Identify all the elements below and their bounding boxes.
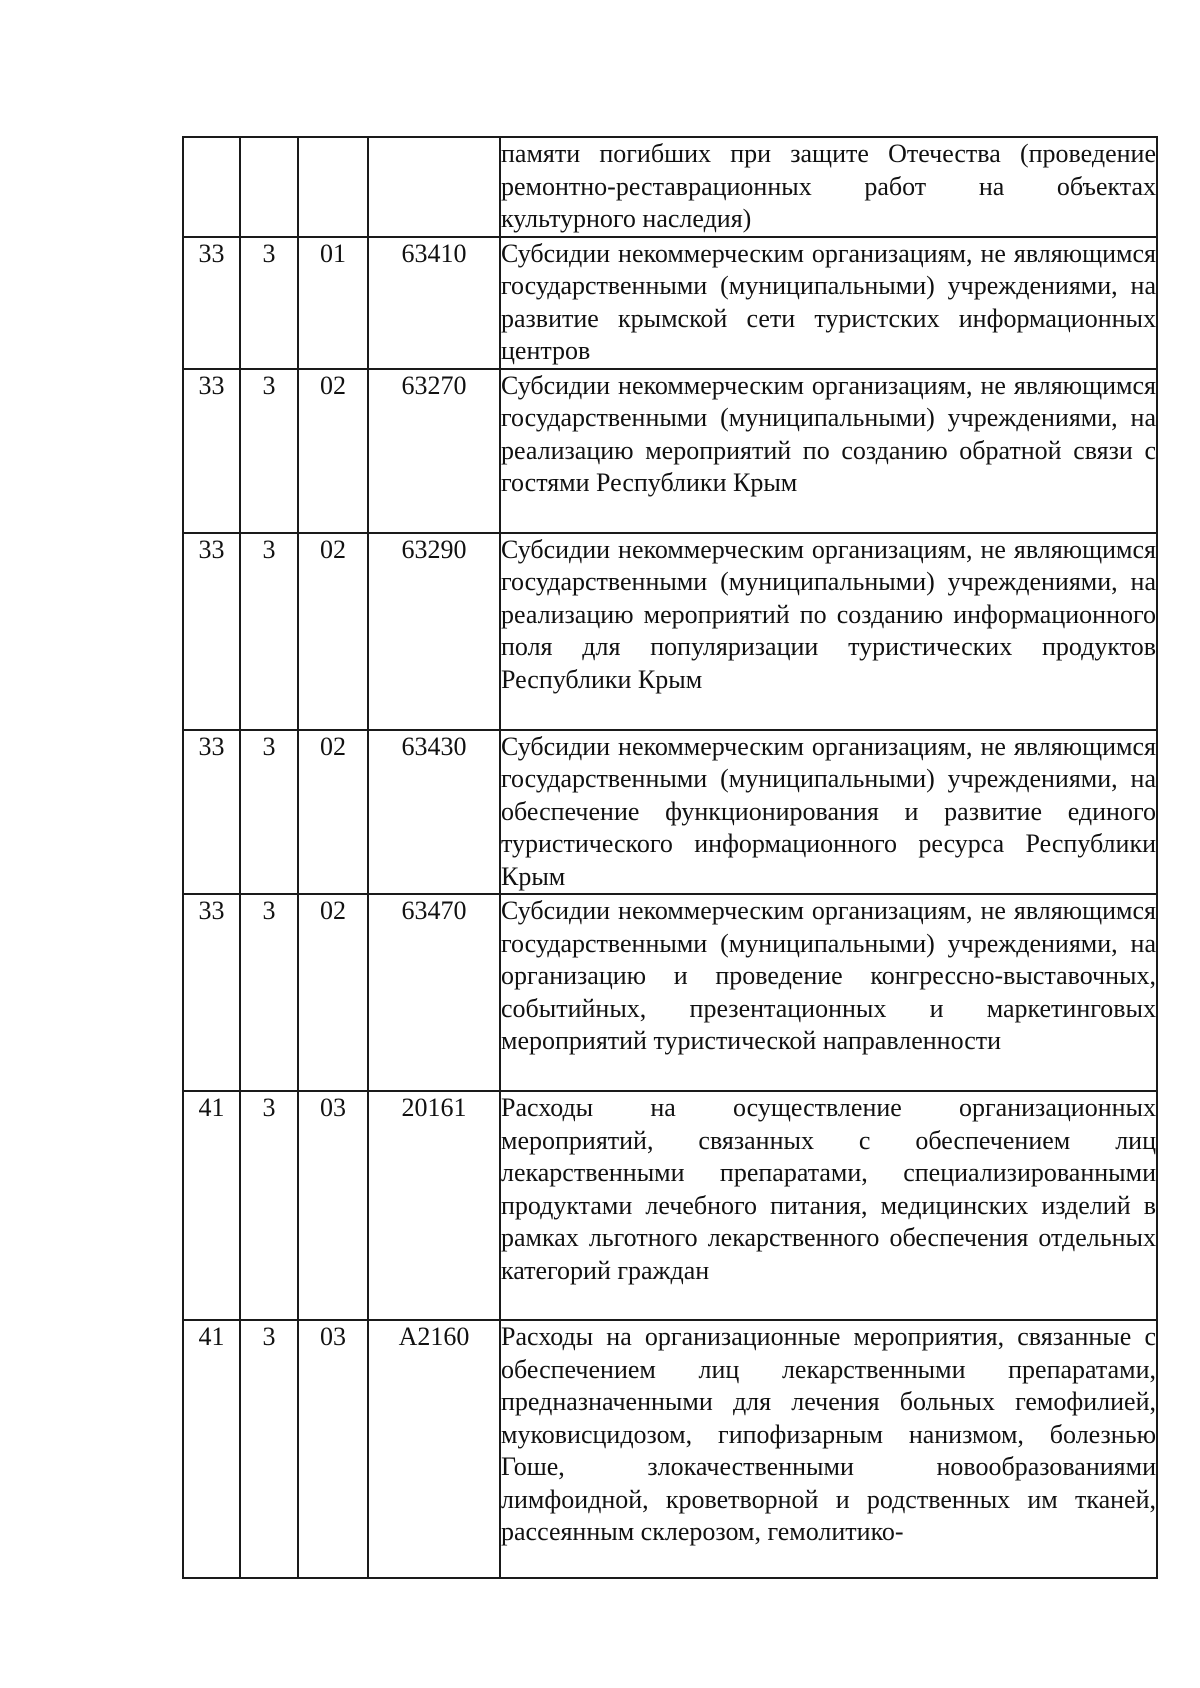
description-cell: Субсидии некоммерческим организациям, не являющимся государственными (муниципальными) учреждениями, на развитие крымской сети туристских информационных центров — [500, 237, 1157, 369]
description-cell: Расходы на организационные мероприятия, связанные с обеспечением лиц лекарственными препаратами, предназначенными для лечения больных гемофилией, муковисцидозом, гипофизарным нанизмом, болезнью Гоше, злокачественными новообразованиями лимфоидной, кроветворной и родственных им тканей, рассеянным склерозом, гемолитико- — [500, 1320, 1157, 1578]
code-cell-4: 63470 — [368, 894, 500, 1091]
code-cell-1: 33 — [183, 730, 240, 895]
code-cell-3: 03 — [298, 1320, 368, 1578]
code-cell-1: 41 — [183, 1320, 240, 1578]
table-row — [183, 1091, 1157, 1320]
table-row — [183, 1320, 1157, 1578]
code-cell-2: 3 — [240, 237, 298, 369]
code-cell-3: 02 — [298, 369, 368, 533]
code-cell-4 — [368, 137, 500, 237]
table-row — [183, 369, 1157, 533]
code-cell-2: 3 — [240, 894, 298, 1091]
code-cell-3: 03 — [298, 1091, 368, 1320]
code-cell-4: 20161 — [368, 1091, 500, 1320]
code-cell-1: 33 — [183, 369, 240, 533]
code-cell-3 — [298, 137, 368, 237]
description-cell: памяти погибших при защите Отечества (проведение ремонтно-реставрационных работ на объектах культурного наследия) — [500, 137, 1157, 237]
table-row — [183, 137, 1157, 237]
code-cell-2 — [240, 137, 298, 237]
description-cell: Субсидии некоммерческим организациям, не являющимся государственными (муниципальными) учреждениями, на организацию и проведение конгрессно-выставочных, событийных, презентационных и маркетинговых мероприятий туристической направленности — [500, 894, 1157, 1091]
code-cell-4: 63410 — [368, 237, 500, 369]
description-cell: Субсидии некоммерческим организациям, не являющимся государственными (муниципальными) учреждениями, на реализацию мероприятий по созданию обратной связи с гостями Республики Крым — [500, 369, 1157, 533]
code-cell-2: 3 — [240, 1091, 298, 1320]
budget-code-table — [182, 136, 1158, 1579]
code-cell-2: 3 — [240, 533, 298, 730]
description-cell: Субсидии некоммерческим организациям, не являющимся государственными (муниципальными) учреждениями, на реализацию мероприятий по созданию информационного поля для популяризации туристических продуктов Республики Крым — [500, 533, 1157, 730]
code-cell-3: 02 — [298, 730, 368, 895]
code-cell-4: 63430 — [368, 730, 500, 895]
code-cell-3: 02 — [298, 533, 368, 730]
code-cell-2: 3 — [240, 369, 298, 533]
code-cell-1 — [183, 137, 240, 237]
code-cell-4: 63270 — [368, 369, 500, 533]
code-cell-4: 63290 — [368, 533, 500, 730]
code-cell-1: 33 — [183, 237, 240, 369]
table-row — [183, 730, 1157, 895]
code-cell-2: 3 — [240, 730, 298, 895]
code-cell-3: 01 — [298, 237, 368, 369]
table-row — [183, 533, 1157, 730]
table-row — [183, 894, 1157, 1091]
code-cell-1: 33 — [183, 533, 240, 730]
code-cell-4: А2160 — [368, 1320, 500, 1578]
code-cell-1: 33 — [183, 894, 240, 1091]
code-cell-1: 41 — [183, 1091, 240, 1320]
code-cell-2: 3 — [240, 1320, 298, 1578]
description-cell: Субсидии некоммерческим организациям, не являющимся государственными (муниципальными) учреждениями, на обеспечение функционирования и развитие единого туристического информационного ресурса Республики Крым — [500, 730, 1157, 895]
table-row — [183, 237, 1157, 369]
description-cell: Расходы на осуществление организационных мероприятий, связанных с обеспечением лиц лекарственными препаратами, специализированными продуктами лечебного питания, медицинских изделий в рамках льготного лекарственного обеспечения отдельных категорий граждан — [500, 1091, 1157, 1320]
code-cell-3: 02 — [298, 894, 368, 1091]
